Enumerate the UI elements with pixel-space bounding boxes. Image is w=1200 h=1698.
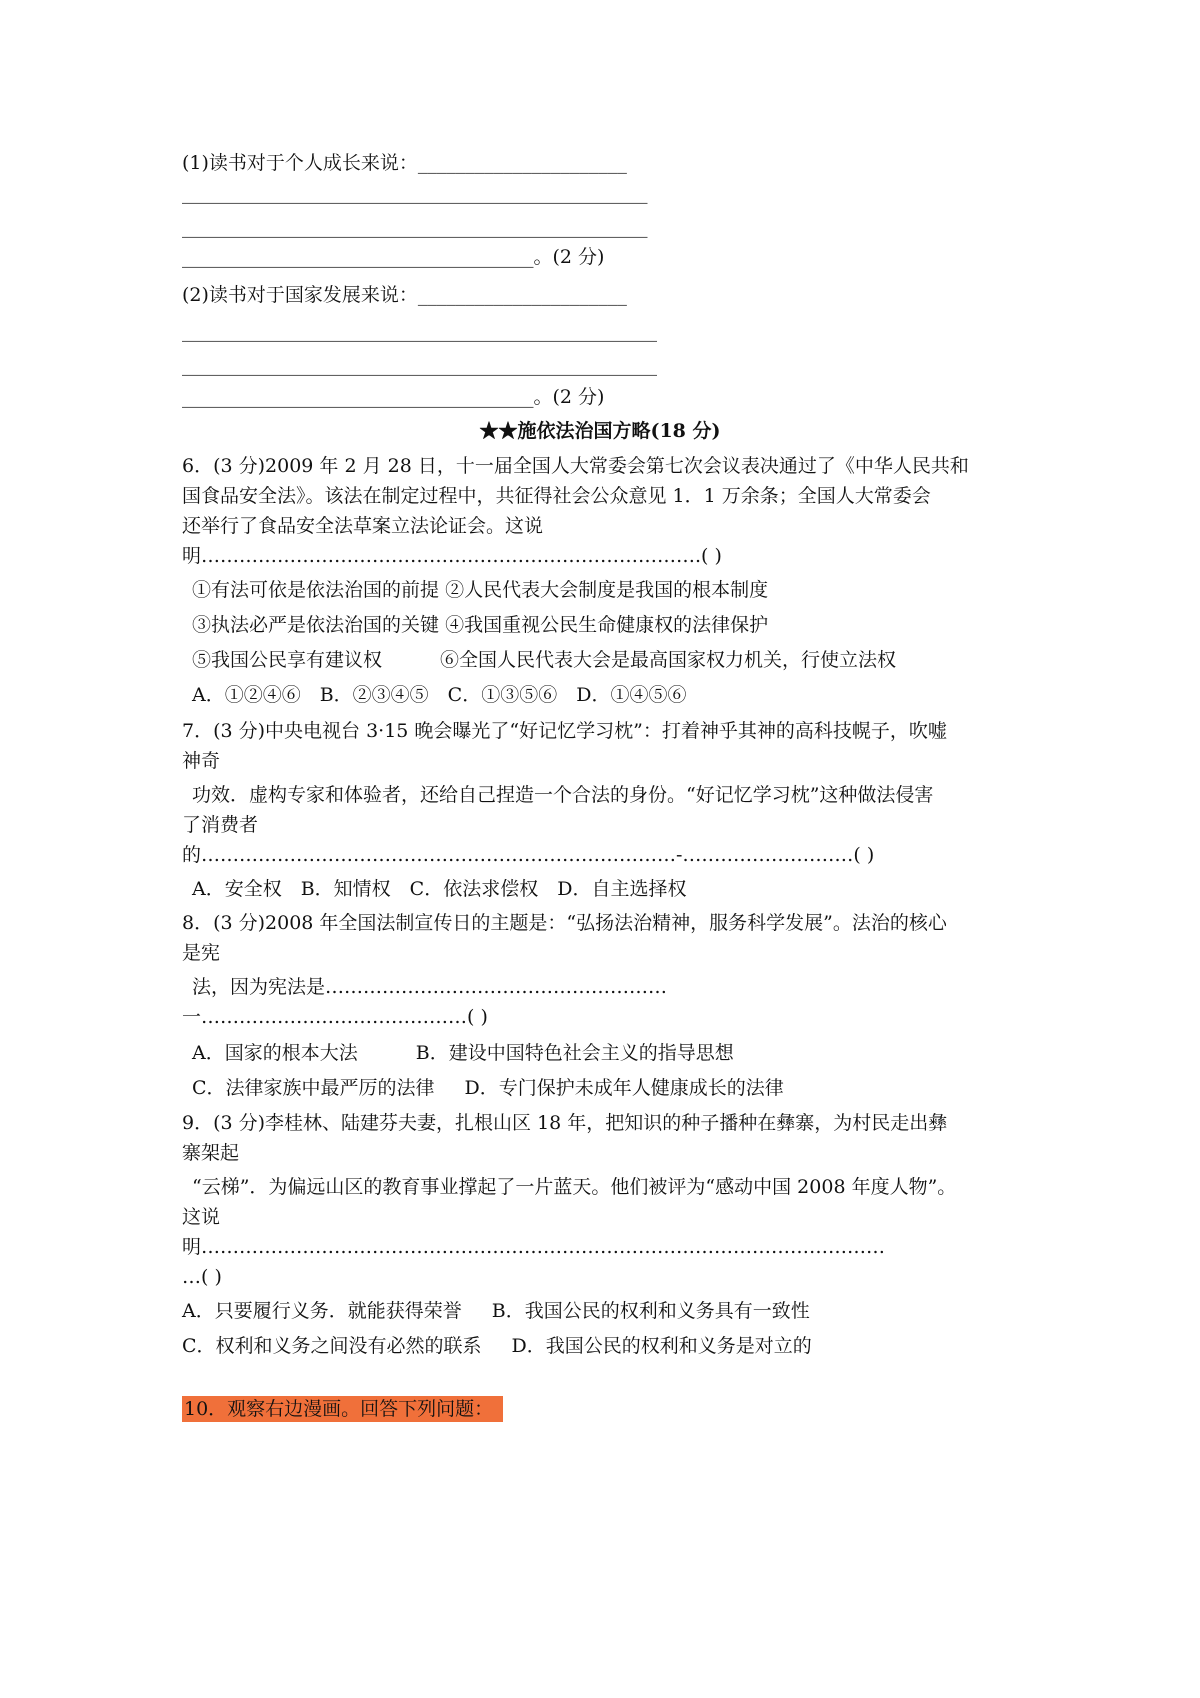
q8-option: C．法律家族中最严厉的法律 — [192, 1077, 435, 1099]
answer-line: __________________________________________________ — [182, 354, 657, 376]
q6-statements-row — [192, 647, 896, 673]
q8-option: A．国家的根本大法 — [192, 1042, 358, 1064]
q9-line: …( ) — [182, 1266, 222, 1288]
q6-statements-row — [192, 577, 768, 603]
q6-statement: ④我国重视公民生命健康权的法律保护 — [445, 614, 769, 636]
q8-line: 法，因为宪法是……………………………………………… — [192, 976, 668, 998]
q9-option: B．我国公民的权利和义务具有一致性 — [491, 1300, 810, 1322]
q7-line: 的…………………………………………………………………-………………………( ) — [182, 844, 875, 866]
reading-q2: (2)读书对于国家发展来说：______________________ — [182, 284, 627, 306]
answer-line-end: _____________________________________。(2 分) — [182, 386, 605, 408]
q9-line: “云梯”．为偏远山区的教育事业撑起了一片蓝天。他们被评为“感动中国 2008 年度人物”。 — [192, 1176, 957, 1198]
answer-line: _________________________________________________ — [182, 216, 648, 238]
q6-statement: ⑤我国公民享有建议权 — [192, 649, 383, 671]
q7-line: 了消费者 — [182, 814, 259, 836]
q6-statement: ②人民代表大会制度是我国的根本制度 — [445, 579, 769, 601]
q7-options: A．安全权 B．知情权 C．依法求偿权 D．自主选择权 — [192, 878, 687, 900]
q9-option: C．权利和义务之间没有必然的联系 — [182, 1335, 482, 1357]
q8-option: B．建设中国特色社会主义的指导思想 — [415, 1042, 734, 1064]
section-title: ★★施依法治国方略(18 分) — [479, 420, 721, 442]
reading-q1: (1)读书对于个人成长来说：______________________ — [182, 152, 627, 174]
q7-line: 功效．虚构专家和体验者，还给自己捏造一个合法的身份。“好记忆学习枕”这种做法侵害 — [192, 784, 934, 806]
q6-line: 明…………………………………………………………………….( ) — [182, 545, 722, 567]
q6-statement: ③执法必严是依法治国的关键 — [192, 614, 440, 636]
q9-line: 这说 — [182, 1206, 221, 1228]
q9-line: 寨架起 — [182, 1142, 240, 1164]
q6-statement: ①有法可依是依法治国的前提 — [192, 579, 440, 601]
q8-line: 一……………………………………( ) — [182, 1006, 488, 1028]
q6-options: A．①②④⑥ B．②③④⑤ C．①③⑤⑥ D．①④⑤⑥ — [192, 684, 687, 706]
q8-line: 8．(3 分)2008 年全国法制宣传日的主题是：“弘扬法治精神，服务科学发展”。法治的核心 — [182, 912, 947, 934]
answer-line: __________________________________________________ — [182, 320, 657, 342]
q9-option: A．只要履行义务．就能获得荣誉 — [182, 1300, 462, 1322]
q9-options-row — [182, 1333, 812, 1359]
q7-line: 神奇 — [182, 750, 221, 772]
q8-line: 是宪 — [182, 942, 221, 964]
q6-line: 还举行了食品安全法草案立法论证会。这说 — [182, 515, 544, 537]
q8-options-row — [192, 1075, 784, 1101]
q10-prompt — [182, 1396, 503, 1422]
q9-line: 9．(3 分)李桂林、陆建芬夫妻，扎根山区 18 年，把知识的种子播种在彝寨，为村民走出彝 — [182, 1112, 948, 1134]
q8-option: D．专门保护未成年人健康成长的法律 — [464, 1077, 784, 1099]
q6-line: 国食品安全法》。该法在制定过程中，共征得社会公众意见 1．1 万余条；全国人大常委会 — [182, 485, 931, 507]
q6-statement: ⑥全国人民代表大会是最高国家权力机关，行使立法权 — [440, 649, 897, 671]
q6-line: 6．(3 分)2009 年 2 月 28 日，十一届全国人大常委会第七次会议表决通过了《中华人民共和 — [182, 455, 969, 477]
answer-line-end: _____________________________________。(2 分) — [182, 246, 605, 268]
highlighted-text: 10．观察右边漫画。回答下列问题： — [182, 1396, 503, 1422]
q9-line: 明……………………………………………………………………………………………… — [182, 1236, 886, 1258]
q6-statements-row — [192, 612, 768, 638]
q8-options-row — [192, 1040, 734, 1066]
q9-option: D．我国公民的权利和义务是对立的 — [511, 1335, 812, 1357]
q9-options-row — [182, 1298, 810, 1324]
answer-line: _________________________________________________ — [182, 182, 648, 204]
q7-line: 7．(3 分)中央电视台 3·15 晚会曝光了“好记忆学习枕”：打着神乎其神的高科技幌子，吹嘘 — [182, 720, 947, 742]
